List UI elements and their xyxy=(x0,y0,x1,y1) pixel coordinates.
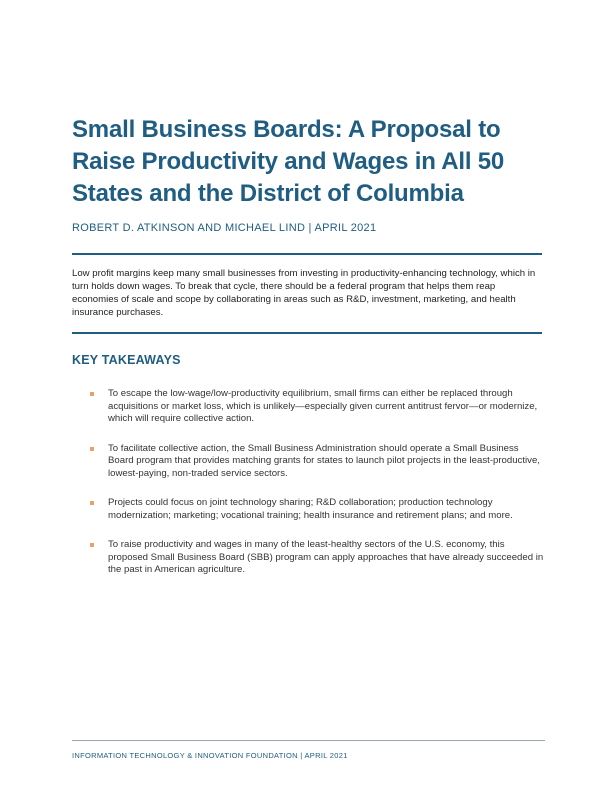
takeaway-text: To facilitate collective action, the Small Business Administration should operate a Small Business Board program that provides matching grants for states to launch pilot projects in the least-productive, lowest-paying, non-traded service sectors. xyxy=(108,442,540,479)
takeaway-item xyxy=(90,497,545,522)
summary-bottom-divider xyxy=(72,332,542,334)
takeaway-text: Projects could focus on joint technology sharing; R&D collaboration; production technology modernization; marketing; vocational training; health insurance and retirement plans; and more. xyxy=(108,497,513,521)
takeaway-item xyxy=(90,388,545,426)
document-title: Small Business Boards: A Proposal to Raise Productivity and Wages in All 50 States and the District of Columbia xyxy=(72,116,505,207)
page-footer: INFORMATION TECHNOLOGY & INNOVATION FOUNDATION | APRIL 2021 xyxy=(72,751,348,760)
takeaway-text: To escape the low-wage/low-productivity equilibrium, small firms can either be replaced through acquisitions or market loss, which is unlikely—especially given current antitrust fervor—or modernize, which will require collective action. xyxy=(108,388,538,424)
author-byline: ROBERT D. ATKINSON AND MICHAEL LIND | APRIL 2021 xyxy=(72,222,377,234)
footer-divider xyxy=(72,740,545,741)
key-takeaways-list xyxy=(90,388,545,594)
takeaway-text: To raise productivity and wages in many of the least-healthy sectors of the U.S. economy, this proposed Small Business Board (SBB) program can apply approaches that have already succeeded in the past in American agriculture. xyxy=(108,539,544,575)
key-takeaways-heading: KEY TAKEAWAYS xyxy=(72,353,181,367)
square-bullet-icon xyxy=(90,501,94,505)
square-bullet-icon xyxy=(90,447,94,451)
square-bullet-icon xyxy=(90,543,94,547)
takeaway-item xyxy=(90,443,545,481)
square-bullet-icon xyxy=(90,392,94,396)
summary-paragraph: Low profit margins keep many small businesses from investing in productivity-enhancing technology, which in turn holds down wages. To break that cycle, there should be a federal program that helps them reap economies of scale and scope by collaborating in areas such as R&D, investment, marketing, and health insurance purchases. xyxy=(72,268,536,318)
takeaway-item xyxy=(90,539,545,577)
summary-top-divider xyxy=(72,253,542,255)
